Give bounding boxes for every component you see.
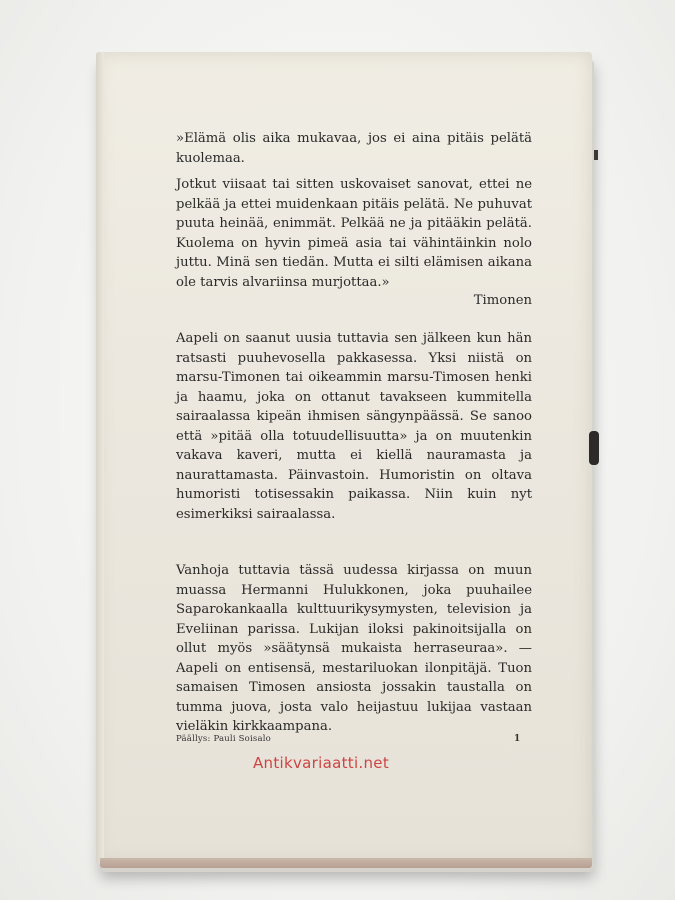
quote-paragraph-1: »Elämä olis aika mukavaa, jos ei aina pitäis pelätä kuolemaa. [176, 131, 532, 166]
cover-edge-mark [594, 150, 598, 160]
book-bottom-edge [100, 858, 592, 868]
quote-paragraph-2: Jotkut viisaat tai sitten uskovaiset sanovat, ettei ne pelkää ja ettei muidenkaan pitäis pelätä. Ne puhuvat puuta heinää, enimmät. Pelkää ne ja pitääkin pelätä. Kuolema on hyvin pimeä asia tai vähintäinkin nolo juttu. Minä sen tiedän. Mutta ei silti elämisen aikana ole tarvis alvariinsa murjottaa.» [176, 177, 532, 290]
cover-tab-mark [589, 431, 599, 465]
quote-attribution: Timonen [473, 293, 532, 308]
page-number: 1 [514, 734, 521, 744]
cover-design-credit: Päällys: Pauli Soisalo [176, 734, 271, 744]
watermark-text: Antikvariaatti.net [253, 754, 390, 772]
blurb-paragraph-1: Aapeli on saanut uusia tuttavia sen jälkeen kun hän ratsasti puuhevosella pakkasessa. Yksi niistä on marsu-Timonen tai oikeammin marsu-Timosen henki ja haamu, joka on ottanut tavakseen kummitella sairaalassa kipeän ihmisen sängynpäässä. Se sanoo että »pitää olla totuudellisuutta» ja on muutenkin vakava kaveri, mutta ei kiellä nauramasta ja naurattamasta. Päinvastoin. Humoristin on oltava humoristi totisessakin paikassa. Niin kuin nyt esimerkiksi sairaalassa. [176, 331, 532, 522]
book-spine-edge [96, 52, 104, 864]
blurb-paragraph-2: Vanhoja tuttavia tässä uudessa kirjassa on muun muassa Hermanni Hulukkonen, joka puuhailee Saparokankaalla kulttuurikysymysten, television ja Eveliinan parissa. Lukijan iloksi pakinoitsijalla on ollut myös »säätynsä mukaista herraseuraa». — Aapeli on entisensä, mestariluokan ilonpitäjä. Tuon samaisen Timosen ansiosta jossakin taustalla on tumma juova, josta valo heijastuu lukijaa vastaan vieläkin kirkkaampana. [176, 563, 532, 734]
